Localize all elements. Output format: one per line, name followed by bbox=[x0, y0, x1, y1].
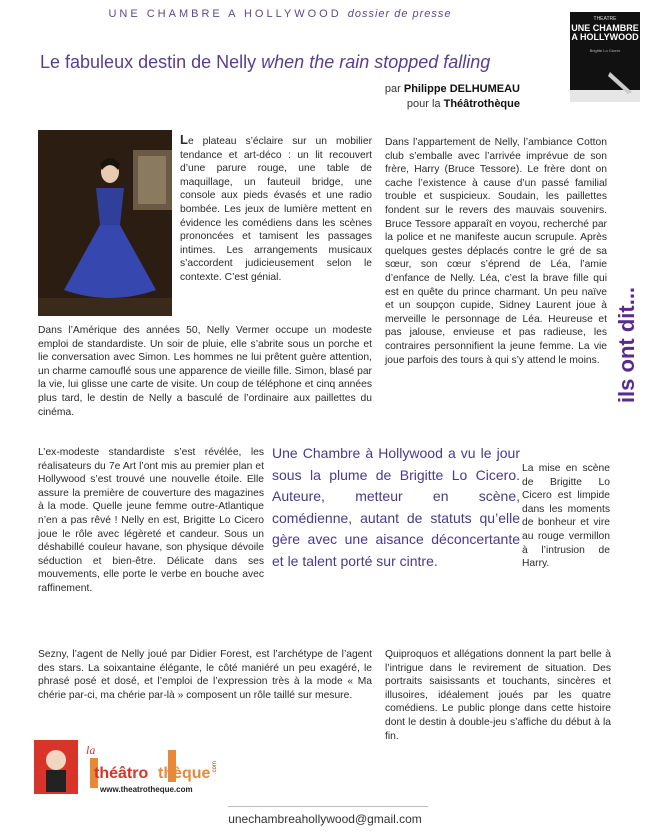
footer-divider bbox=[228, 806, 428, 807]
byline-author: Philippe DELHUMEAU bbox=[403, 83, 520, 95]
poster-title-line2: A HOLLYWOOD bbox=[571, 32, 639, 42]
pull-quote: Une Chambre à Hollywood a vu le jour sous la plume de Brigitte Lo Cicero. Auteure, metteur en scène, comédienne, autant de statuts qu’elle gère avec une aisance déconcertante et le talent porté sur cintre. bbox=[272, 445, 520, 569]
paragraph-staging: La mise en scène de Brigitte Lo Cicero est limpide dans les moments de bonheur et vire au rouge vermillon à l’intrusion de Harry. bbox=[522, 463, 610, 570]
byline-outlet: Théâtrothèque bbox=[443, 98, 520, 110]
logo-url: www.theatrotheque.com bbox=[100, 785, 193, 794]
poster-image bbox=[570, 12, 640, 102]
logo-la: la bbox=[86, 743, 96, 757]
paragraph-agent: Sezny, l’agent de Nelly joué par Didier Forest, est l’archétype de l’agent des stars. La soixantaine élégante, le côté maniéré un peu exagéré, le phrasé posé et dosé, et l’emploi de l’expression très à la mode « Ma chérie par-ci, ma chérie par-là » composent un rôle taillé sur mesure. bbox=[38, 649, 372, 701]
side-label-text: ils ont dit... bbox=[614, 286, 639, 404]
drop-cap: L bbox=[180, 132, 188, 147]
theatrotheque-logo bbox=[34, 740, 234, 800]
logo-word-a: théâtro bbox=[94, 765, 149, 782]
side-label bbox=[612, 245, 642, 445]
paragraph-intro-text: e plateau s’éclaire sur un mobilier tendance et art-déco : un lit recouvert d’une parure rouge, une table de maquillage, un fauteuil bridge, une console aux pieds évasés et une radio bombée. Les jeux de lumière mettent en évidence les comédiens dans les scènes prononcées et tamisent les passages intimes. Les arrangements musicaux s’accordent judicieusement selon le contexte. C’est génial. bbox=[180, 136, 372, 283]
header-subtitle: dossier de presse bbox=[347, 8, 452, 20]
byline-prefix: par bbox=[384, 83, 404, 95]
paragraph-brother: Dans l’appartement de Nelly, l’ambiance Cotton club s’emballe avec l’arrivée imprévue de son frère, Harry (Bruce Tessore). Le frère dont on cache l’existence à cause d’un passé familial trouble et suspicieux. Soudain, les paillettes fondent sur le revers des mauvais souvenirs. Bruce Tessore apparaît en voyou, recherché par la police et ne manifeste aucun scrupule. Après quelques gestes déplacés contre le gré de sa sœur, son cœur s’éprend de Léa, l’amie d’enfance de Nelly. Léa, c’est la brave fille qui est en quête du prince charmant. Un peu naïve et un soupçon cupide, Sidney Laurent joue à merveille le personnage de Léa. Heureuse et pas jalouse, envieuse et pas radieuse, les contraires personnifient la jeune femme. La vie joue parfois des tours à qui s’y attend le moins. bbox=[385, 137, 607, 366]
stage-photo bbox=[38, 130, 172, 316]
article-title-text: Le fabuleux destin de Nelly bbox=[40, 52, 262, 72]
paragraph-conclusion: Quiproquos et allégations donnent la part belle à l’intrigue dans le revirement de situation. Des portraits saisissants et touchants, sincères et illusoires, idéalement joués par les quatre comédiens. Le public plonge dans cette histoire dont le destin à double-jeu s’affiche du début à la fin. bbox=[385, 649, 611, 742]
article-title-italic: when the rain stopped falling bbox=[261, 52, 491, 72]
header-title: UNE CHAMBRE A HOLLYWOOD bbox=[108, 8, 342, 20]
logo-word-b: thèque bbox=[158, 765, 211, 782]
byline-for: pour la bbox=[406, 98, 444, 110]
poster-title-line1: UNE CHAMBRE bbox=[571, 23, 639, 33]
logo-com: .com bbox=[212, 760, 218, 774]
paragraph-intro bbox=[180, 133, 372, 285]
poster-figure-illustration bbox=[570, 12, 640, 102]
logo-mark bbox=[34, 740, 234, 800]
footer-email[interactable]: unechambreahollywood@gmail.com bbox=[228, 812, 422, 826]
paragraph-story: Dans l’Amérique des années 50, Nelly Vermer occupe un modeste emploi de standardiste. Un soir de pluie, elle s’abrite sous un porche et lie conversation avec Simon. Les hommes ne lui prêtent guère attention, un charme camouflé sous une apparence de vieille fille. Simon, blasé par la vie, lui glisse une carte de visite. Un coup de téléphone et cinq années plus tard, le destin de Nelly a basculé de l’ordinaire aux paillettes du cinéma. bbox=[38, 325, 372, 418]
page-header bbox=[0, 8, 560, 20]
poster-small-text: Brigitte Lo Cicero bbox=[589, 48, 621, 53]
byline bbox=[385, 82, 520, 112]
article-title bbox=[40, 52, 490, 73]
poster-top-text: THEATRE bbox=[593, 16, 617, 22]
paragraph-star: L’ex-modeste standardiste s’est révélée, les réalisateurs du 7e Art l’ont mis au premier plan et Hollywood s’est trouvé une nouvelle étoile. Elle assure la première de couverture des magazines à la mode. Quelle jeune femme outre-Atlantique n’en a pas rêvé ! Nelly en est, Brigitte Lo Cicero joue le rôle avec légèreté et candeur. Sous un déshabillé couleur havane, son physique dévoile séduction et bien-être. Délicate dans ses mouvements, elle porte le verbe en bouche avec raffinement. bbox=[38, 447, 264, 594]
actress-photo-illustration bbox=[38, 130, 172, 316]
